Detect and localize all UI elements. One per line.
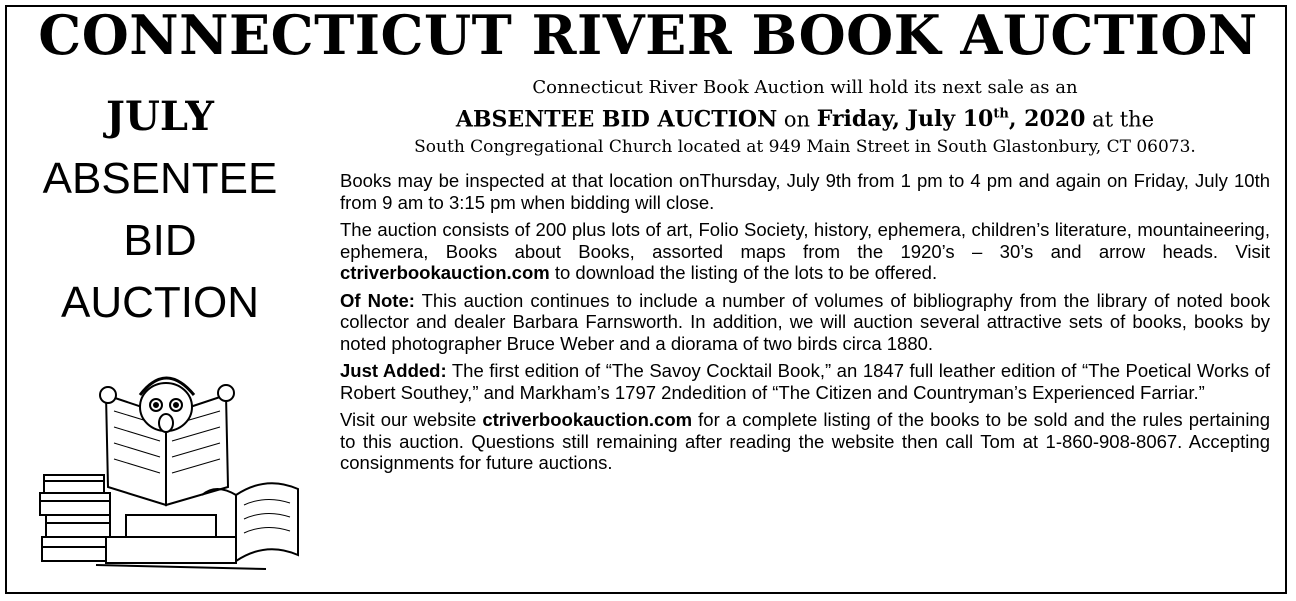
just-added-label: Just Added: (340, 360, 447, 381)
just-added-text: The first edition of “The Savoy Cocktail Book,” an 1847 full leather edition of “The Poetical Works of Robert Southey,” and Markham’s 1797 2ndedition of “The Citizen and Countryman’s Experienced Farriar.” (340, 360, 1270, 403)
auction-date-year: , 2020 (1008, 106, 1086, 133)
visit-text-a: Visit our website (340, 409, 483, 430)
of-note-label: Of Note: (340, 289, 415, 311)
side-title-line-3: BID (123, 216, 197, 265)
intro-line-1: Connecticut River Book Auction will hold its next sale as an (532, 77, 1078, 98)
visit-paragraph (340, 409, 1270, 474)
website-link-2[interactable]: ctriverbookauction.com (482, 409, 693, 430)
side-title-line-1: JULY (106, 93, 214, 140)
side-title-line-4: AUCTION (61, 278, 259, 327)
just-added-paragraph (340, 360, 1270, 403)
masthead-title: CONNECTICUT RIVER BOOK AUCTION (38, 3, 1258, 67)
auction-date-suffix: th (993, 107, 1009, 122)
auction-date-day: Friday, July 10 (816, 106, 994, 133)
lots-paragraph (340, 219, 1270, 284)
intro-block (330, 76, 1280, 160)
side-title (20, 86, 300, 334)
venue-line: South Congregational Church located at 949 Main Street in South Glastonbury, CT 06073. (414, 137, 1196, 158)
at-the-text: at the (1085, 107, 1155, 132)
lots-text-a: The auction consists of 200 plus lots of art, Folio Society, history, ephemera, children’s literature, mountaineering, ephemera, Books about Books, assorted maps from the 1920’s – 30’s and arrow heads. Visit (340, 219, 1270, 262)
on-text: on (777, 107, 817, 132)
of-note-paragraph (340, 290, 1270, 355)
visit-text-b: for a complete listing of the books to be sold and the rules pertaining to this auction. Questions still remaining after reading the website then call Tom at 1-860-908-8067. Accepting consignments for future auctions. (340, 409, 1271, 473)
auction-date (817, 106, 1086, 132)
intro-headline (330, 100, 1280, 134)
body-text (340, 170, 1270, 480)
side-title-line-2: ABSENTEE (42, 154, 278, 203)
absentee-bid-auction-text: ABSENTEE BID AUCTION (455, 106, 778, 133)
book-reader-illustration (36, 355, 316, 583)
inspection-paragraph: Books may be inspected at that location onThursday, July 9th from 1 pm to 4 pm and again on Friday, July 10th from 9 am to 3:15 pm when bidding will close. (340, 170, 1270, 213)
of-note-text: This auction continues to include a number of volumes of bibliography from the library of noted book collector and dealer Barbara Farnsworth. In addition, we will auction several attractive sets of books, books by noted photographer Bruce Weber and a diorama of two birds circa 1880. (340, 289, 1270, 354)
lots-text-b: to download the listing of the lots to be offered. (549, 262, 938, 283)
website-link-1[interactable]: ctriverbookauction.com (340, 262, 550, 283)
